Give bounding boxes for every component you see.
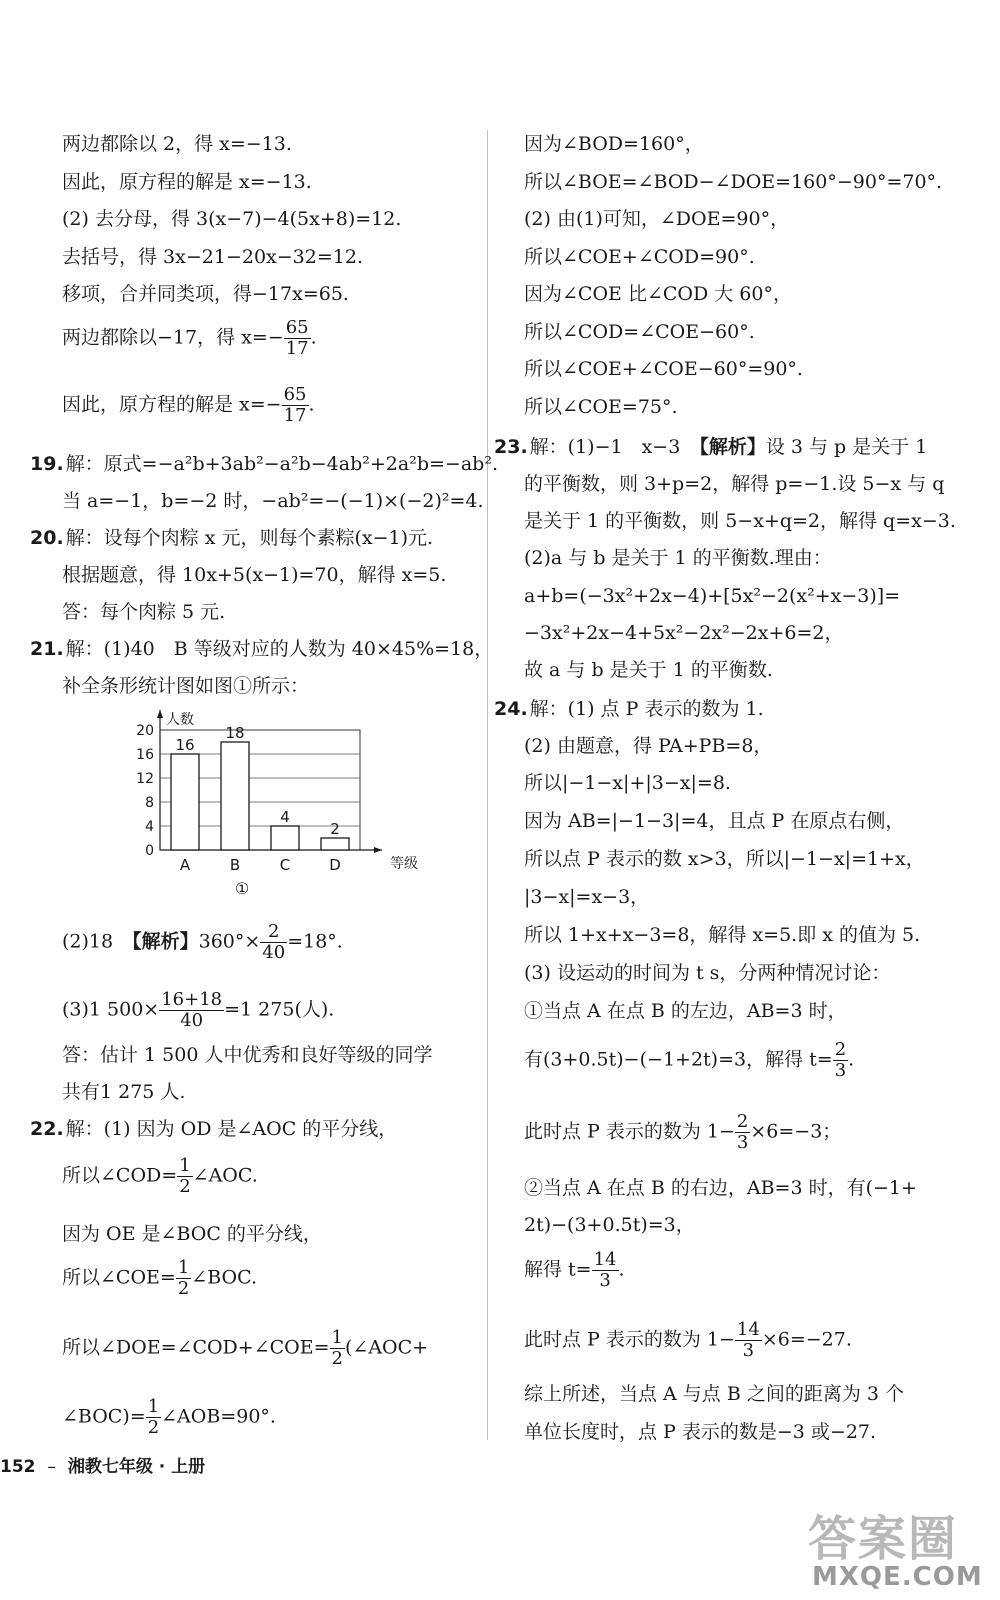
bar-value-label: 2 bbox=[330, 820, 340, 838]
text: 有(3+0.5t)−(−1+2t)=3，解得 t= bbox=[524, 1048, 833, 1071]
y-axis-arrow bbox=[157, 710, 163, 718]
text-line: 所以∠COE+∠COD=90°. bbox=[524, 246, 755, 268]
question-number: 24. bbox=[494, 698, 528, 720]
text: 此时点 P 表示的数为 1− bbox=[524, 1120, 735, 1143]
question-number: 19. bbox=[30, 453, 64, 475]
text-line: ①当点 A 在点 B 的左边，AB=3 时， bbox=[524, 1000, 847, 1022]
numerator: 2 bbox=[834, 1039, 847, 1060]
text-line: 两边都除以 2，得 x=−13. bbox=[62, 133, 292, 155]
text-line: 答：每个肉粽 5 元. bbox=[62, 601, 226, 623]
text-line: 答：估计 1 500 人中优秀和良好等级的同学 bbox=[62, 1044, 433, 1066]
text-line: (2) 由题意，得 PA+PB=8， bbox=[524, 735, 773, 757]
text-line: −3x²+2x−4+5x²−2x²−2x+6=2， bbox=[524, 622, 844, 644]
text: 解：(1)40 B 等级对应的人数为 40×45%=18， bbox=[65, 638, 494, 660]
x-axis-label: 等级 bbox=[390, 856, 418, 872]
text-line: |3−x|=x−3， bbox=[524, 886, 650, 908]
text: . bbox=[618, 1258, 625, 1281]
numerator: 1 bbox=[177, 1257, 190, 1278]
numerator: 65 bbox=[283, 384, 307, 405]
watermark-site: MXQE.COM bbox=[812, 1562, 983, 1592]
numerator: 65 bbox=[285, 317, 309, 338]
numerator: 2 bbox=[260, 922, 287, 943]
y-tick-label: 16 bbox=[136, 747, 154, 763]
text-line-with-fraction bbox=[524, 1040, 854, 1081]
text-line: (2)a 与 b 是关于 1 的平衡数.理由： bbox=[524, 547, 832, 569]
denominator: 3 bbox=[834, 1060, 847, 1081]
footer-separator: – bbox=[47, 1457, 56, 1477]
denominator: 40 bbox=[180, 1010, 204, 1031]
bar-chart bbox=[120, 700, 418, 900]
page-number: 152 bbox=[0, 1457, 36, 1477]
text: . bbox=[848, 1048, 855, 1071]
text-line: 共有1 275 人. bbox=[62, 1081, 186, 1103]
text-line: 移项，合并同类项，得−17x=65. bbox=[62, 283, 349, 305]
text-line-with-fraction bbox=[62, 990, 334, 1031]
numerator: 14 bbox=[736, 1319, 760, 1340]
watermark-logo: 答案圈 bbox=[808, 1511, 959, 1567]
text-line-with-fraction bbox=[62, 1156, 258, 1197]
denominator: 17 bbox=[283, 405, 307, 426]
text-line: ②当点 A 在点 B 的右边，AB=3 时，有(−1+ bbox=[524, 1177, 917, 1199]
text-line: 因为∠BOD=160°， bbox=[524, 133, 704, 155]
text: 此时点 P 表示的数为 1− bbox=[524, 1328, 735, 1351]
text-line: 的平衡数，则 3+p=2，解得 p=−1.设 5−x 与 q bbox=[524, 473, 945, 495]
fraction bbox=[282, 385, 309, 426]
denominator: 3 bbox=[599, 1270, 611, 1291]
text-line: 2t)−(3+0.5t)=3， bbox=[524, 1214, 695, 1236]
numerator: 1 bbox=[147, 1396, 160, 1417]
fraction bbox=[833, 1040, 848, 1081]
text-line-with-fraction bbox=[62, 1328, 428, 1369]
bar-value-label: 18 bbox=[225, 724, 245, 742]
chart-caption: ① bbox=[234, 879, 250, 898]
text: =1 275(人). bbox=[224, 998, 335, 1021]
text-line: (2) 由(1)可知，∠DOE=90°， bbox=[524, 208, 790, 230]
fraction bbox=[260, 922, 287, 963]
x-tick-label: C bbox=[279, 856, 291, 874]
text-line: 所以|−1−x|+|3−x|=8. bbox=[524, 772, 731, 794]
text-line-with-fraction bbox=[62, 385, 315, 426]
denominator: 2 bbox=[179, 1176, 191, 1197]
y-tick-label: 12 bbox=[136, 771, 154, 787]
text: ∠AOB=90°. bbox=[161, 1405, 276, 1428]
fraction bbox=[146, 1397, 161, 1438]
text: 两边都除以−17，得 x=− bbox=[62, 326, 284, 349]
text: (3)1 500× bbox=[62, 998, 160, 1021]
text: 解：设每个肉粽 x 元，则每个素粽(x−1)元. bbox=[65, 527, 434, 549]
text-line: (3) 设运动的时间为 t s，分两种情况讨论： bbox=[524, 962, 891, 984]
book-title: 湘教七年级 · 上册 bbox=[67, 1457, 206, 1477]
text-line: 因此，原方程的解是 x=−13. bbox=[62, 171, 312, 193]
text-line-with-fraction bbox=[62, 922, 343, 963]
question-number: 21. bbox=[30, 638, 64, 660]
text: (∠AOC+ bbox=[344, 1336, 429, 1359]
text-line: 所以点 P 表示的数 x>3，所以|−1−x|=1+x， bbox=[524, 848, 925, 870]
text: . bbox=[308, 393, 315, 416]
denominator: 40 bbox=[262, 942, 286, 963]
question-number: 22. bbox=[30, 1118, 64, 1140]
numerator: 1 bbox=[179, 1155, 191, 1176]
denominator: 17 bbox=[285, 338, 309, 359]
fraction bbox=[284, 318, 311, 359]
column-divider bbox=[487, 130, 488, 1440]
y-axis-label: 人数 bbox=[166, 712, 194, 728]
text-line: 综上所述，当点 A 与点 B 之间的距离为 3 个 bbox=[524, 1383, 905, 1405]
numerator: 16+18 bbox=[161, 989, 223, 1010]
text-line: 去括号，得 3x−21−20x−32=12. bbox=[62, 246, 363, 268]
question-22 bbox=[30, 1117, 397, 1141]
text-line: 所以 1+x+x−3=8，解得 x=5.即 x 的值为 5. bbox=[524, 924, 921, 946]
denominator: 3 bbox=[736, 1132, 749, 1153]
y-tick-label: 20 bbox=[136, 723, 154, 739]
text: 解：(1)−1 x−3 bbox=[529, 436, 700, 458]
text-line: 因为 OE 是∠BOC 的平分线， bbox=[62, 1223, 322, 1245]
numerator: 14 bbox=[593, 1249, 617, 1270]
analysis-tag: 【解析】 bbox=[132, 930, 199, 953]
text: ∠BOC)= bbox=[62, 1405, 146, 1428]
text: ∠BOC. bbox=[191, 1266, 257, 1289]
text: ×6=−27. bbox=[761, 1328, 852, 1351]
x-tick-label: A bbox=[179, 856, 191, 874]
text: 解：(1) 点 P 表示的数为 1. bbox=[529, 698, 764, 720]
bar bbox=[321, 838, 349, 850]
question-number: 20. bbox=[30, 527, 64, 549]
analysis-tag: 【解析】 bbox=[699, 436, 766, 458]
text-line: 根据题意，得 10x+5(x−1)=70，解得 x=5. bbox=[62, 564, 447, 586]
text: 360°× bbox=[198, 930, 261, 953]
fraction bbox=[177, 1156, 192, 1197]
text: 设 3 与 p 是关于 1 bbox=[765, 436, 928, 458]
text-line: a+b=(−3x²+2x−4)+[5x²−2(x²+x−3)]= bbox=[524, 585, 901, 607]
text-line: 是关于 1 的平衡数，则 5−x+q=2，解得 q=x−3. bbox=[524, 510, 956, 532]
text: 所以∠COD= bbox=[62, 1164, 178, 1187]
y-tick-label: 4 bbox=[145, 819, 154, 835]
denominator: 3 bbox=[742, 1340, 755, 1361]
text-line: 所以∠COD=∠COE−60°. bbox=[524, 321, 755, 343]
text-line: 所以∠BOE=∠BOD−∠DOE=160°−90°=70°. bbox=[524, 171, 943, 193]
text-line: 当 a=−1，b=−2 时，−ab²=−(−1)×(−2)²=4. bbox=[62, 490, 484, 512]
bar bbox=[171, 754, 199, 850]
text: 所以∠DOE=∠COD+∠COE= bbox=[62, 1336, 330, 1359]
text-line: 单位长度时，点 P 表示的数是−3 或−27. bbox=[524, 1421, 877, 1443]
text: 解得 t= bbox=[524, 1258, 592, 1281]
text: ∠AOC. bbox=[192, 1164, 258, 1187]
text-line-with-fraction bbox=[524, 1250, 625, 1291]
bar-value-label: 16 bbox=[175, 736, 195, 754]
numerator: 1 bbox=[331, 1327, 343, 1348]
question-20 bbox=[30, 526, 433, 550]
page-footer bbox=[0, 1452, 205, 1477]
text-line: 因为∠COE 比∠COD 大 60°， bbox=[524, 283, 792, 305]
text: ×6=−3； bbox=[750, 1120, 842, 1143]
x-tick-label: D bbox=[329, 856, 341, 874]
y-tick-label: 8 bbox=[145, 795, 154, 811]
text: (2)18 bbox=[62, 930, 133, 953]
y-tick-label: 0 bbox=[145, 843, 154, 859]
denominator: 2 bbox=[177, 1278, 190, 1299]
question-19 bbox=[30, 452, 498, 476]
text: 因此，原方程的解是 x=− bbox=[62, 393, 282, 416]
question-21 bbox=[30, 637, 493, 661]
bar bbox=[221, 742, 249, 850]
fraction bbox=[159, 990, 224, 1031]
text: =18°. bbox=[287, 930, 343, 953]
text-line-with-fraction bbox=[62, 1258, 257, 1299]
text-line-with-fraction bbox=[62, 1397, 276, 1438]
denominator: 2 bbox=[147, 1417, 160, 1438]
x-tick-label: B bbox=[229, 856, 241, 874]
fraction bbox=[735, 1320, 762, 1361]
denominator: 2 bbox=[331, 1348, 343, 1369]
text-line: (2) 去分母，得 3(x−7)−4(5x+8)=12. bbox=[62, 208, 402, 230]
text-line: 所以∠COE=75°. bbox=[524, 396, 678, 418]
text-line-with-fraction bbox=[524, 1320, 852, 1361]
bar-value-label: 4 bbox=[280, 808, 290, 826]
text-line: 因为 AB=|−1−3|=4，且点 P 在原点右侧， bbox=[524, 810, 905, 832]
fraction bbox=[330, 1328, 345, 1369]
question-24 bbox=[494, 697, 764, 721]
question-number: 23. bbox=[494, 436, 528, 458]
fraction bbox=[592, 1250, 619, 1291]
text-line-with-fraction bbox=[524, 1112, 841, 1153]
text-line: 所以∠COE+∠COE−60°=90°. bbox=[524, 358, 803, 380]
text: . bbox=[310, 326, 317, 349]
numerator: 2 bbox=[736, 1111, 749, 1132]
text: 所以∠COE= bbox=[62, 1266, 176, 1289]
text-line-with-fraction bbox=[62, 318, 317, 359]
x-axis-arrow bbox=[374, 847, 382, 853]
text: 解：原式=−a²b+3ab²−a²b−4ab²+2a²b=−ab². bbox=[65, 453, 498, 475]
fraction bbox=[176, 1258, 191, 1299]
fraction bbox=[735, 1112, 750, 1153]
text-line: 补全条形统计图如图①所示： bbox=[62, 675, 310, 697]
text: 解：(1) 因为 OD 是∠AOC 的平分线， bbox=[65, 1118, 398, 1140]
question-23 bbox=[494, 435, 927, 459]
bar bbox=[271, 826, 299, 850]
text-line: 故 a 与 b 是关于 1 的平衡数. bbox=[524, 659, 773, 681]
